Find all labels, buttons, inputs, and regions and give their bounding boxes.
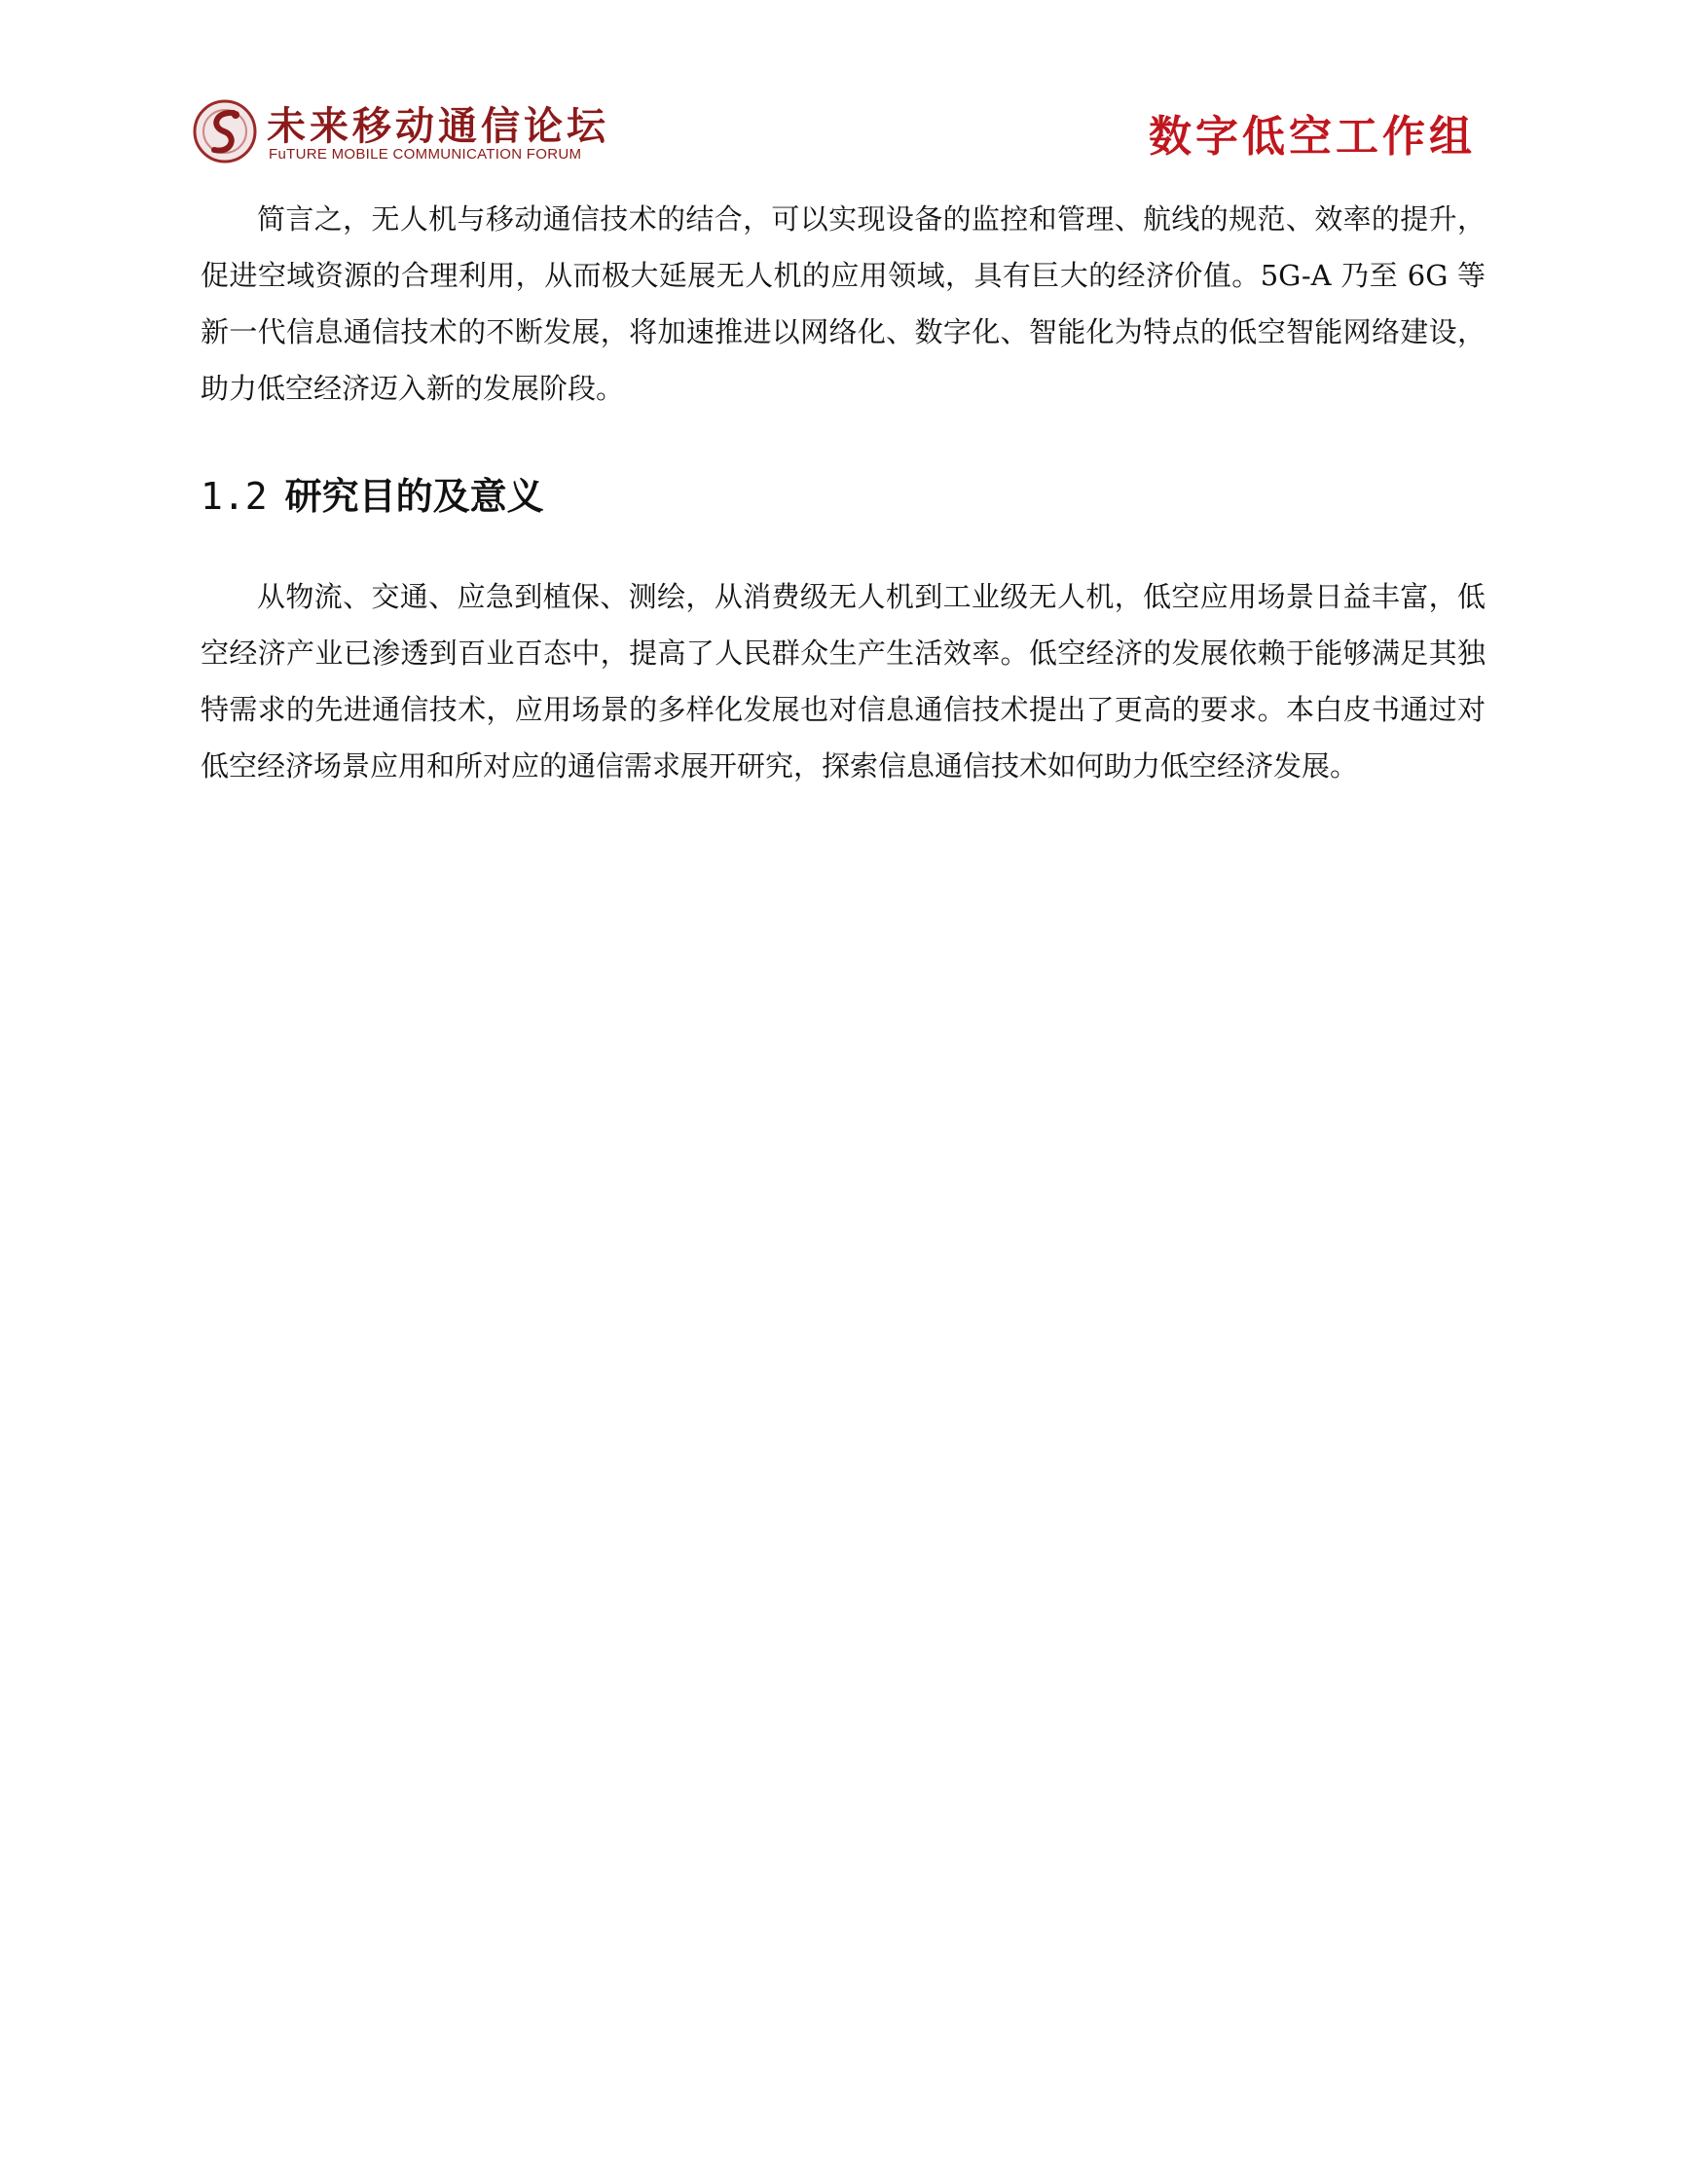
working-group-name: 数字低空工作组 xyxy=(1149,112,1476,162)
future-forum-logo-icon xyxy=(191,97,259,165)
org-name-chinese: 未来移动通信论坛 xyxy=(267,103,609,149)
section-heading xyxy=(201,467,1486,526)
page-header xyxy=(0,0,1688,185)
document-body xyxy=(201,191,1486,794)
section-title: 研究目的及意义 xyxy=(284,475,544,518)
section-number: 1.2 xyxy=(201,475,268,518)
intro-paragraph: 简言之，无人机与移动通信技术的结合，可以实现设备的监控和管理、航线的规范、效率的提升，促进空域资源的合理利用，从而极大延展无人机的应用领域，具有巨大的经济价值。5G-A 乃至 6G 等新一代信息通信技术的不断发展，将加速推进以网络化、数字化、智能化为特点的低空智能网络建设，助力低空经济迈入新的发展阶段。 xyxy=(201,202,1486,405)
section-paragraph: 从物流、交通、应急到植保、测绘，从消费级无人机到工业级无人机，低空应用场景日益丰富，低空经济产业已渗透到百业百态中，提高了人民群众生产生活效率。低空经济的发展依赖于能够满足其独特需求的先进通信技术，应用场景的多样化发展也对信息通信技术提出了更高的要求。本白皮书通过对低空经济场景应用和所对应的通信需求展开研究，探索信息通信技术如何助力低空经济发展。 xyxy=(201,580,1486,783)
org-name-english: FuTURE MOBILE COMMUNICATION FORUM xyxy=(269,146,582,163)
